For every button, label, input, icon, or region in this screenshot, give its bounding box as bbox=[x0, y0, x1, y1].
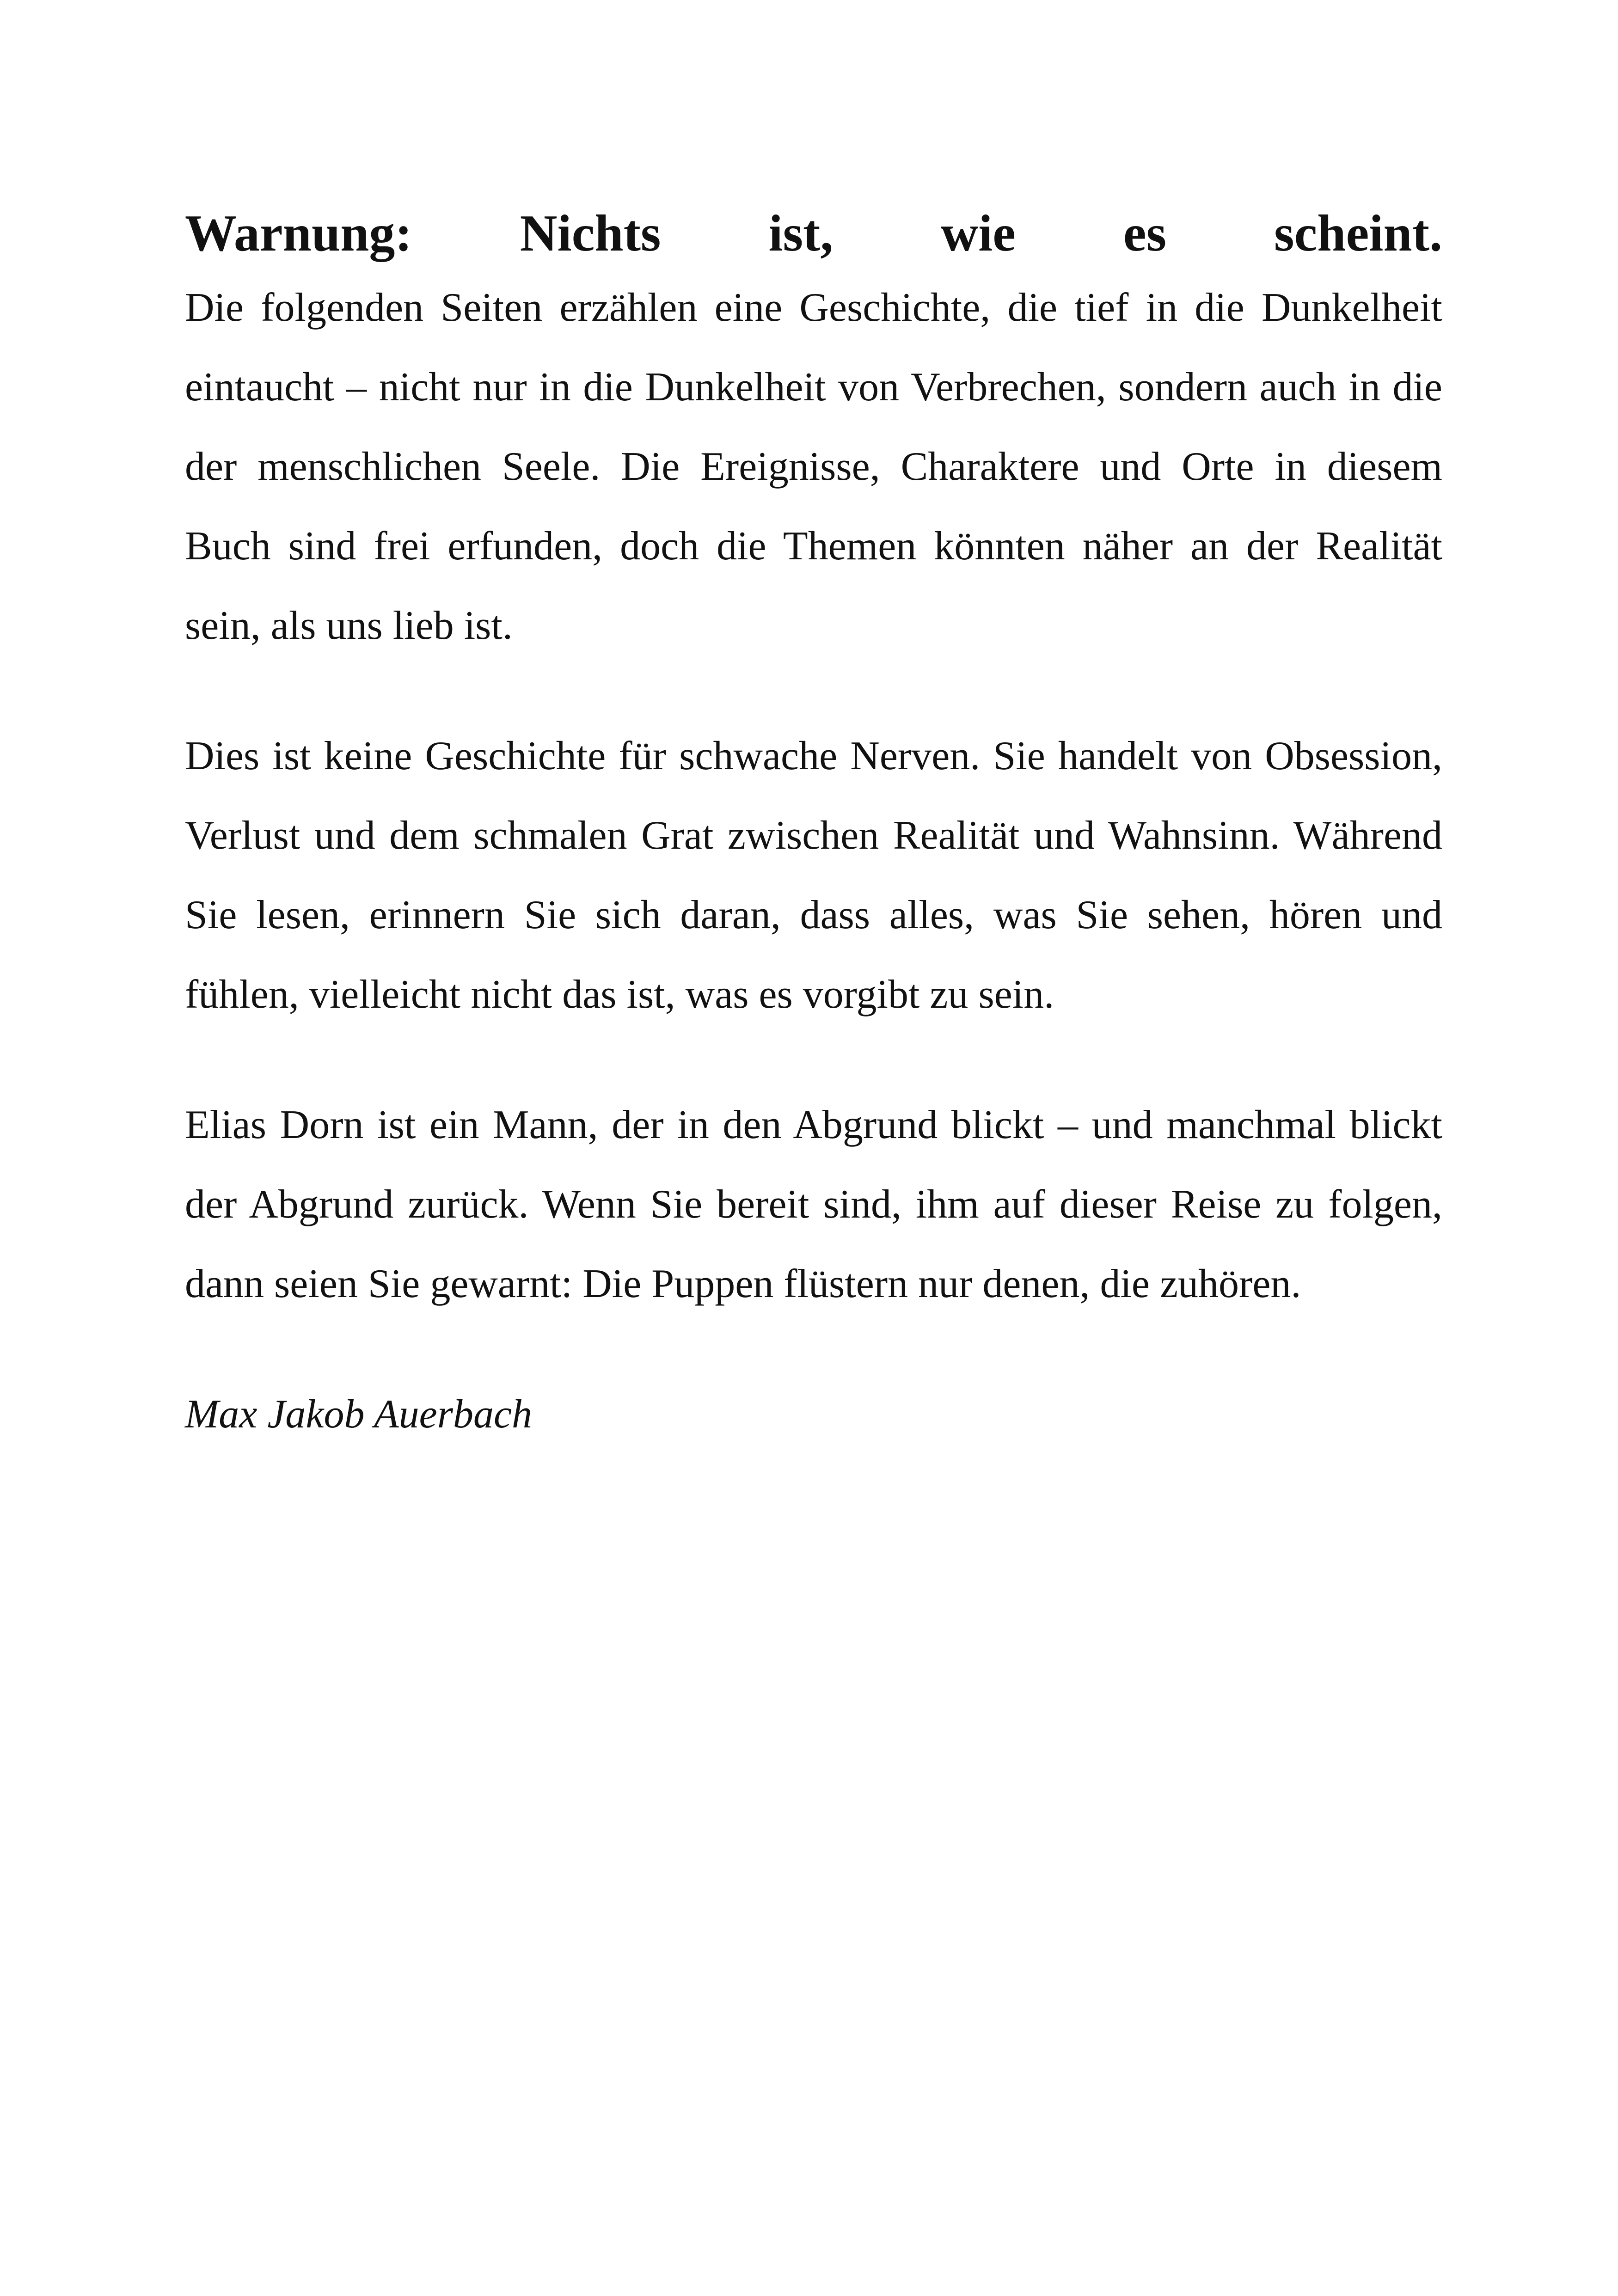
paragraph-intro: Die folgenden Seiten erzählen eine Geschichte, die tief in die Dunkelheit eintaucht – nicht nur in die Dunkelheit von Verbrechen, sondern auch in die der menschlichen Seele. Die Ereignisse, Charaktere und Orte in diesem Buch sind frei erfunden, doch die Themen könnten näher an der Realität sein, als uns lieb ist. bbox=[185, 285, 1442, 648]
document-page bbox=[185, 199, 1442, 1454]
author-signature: Max Jakob Auerbach bbox=[185, 1392, 533, 1437]
paragraph-elias: Elias Dorn ist ein Mann, der in den Abgrund blickt – und manchmal blickt der Abgrund zurück. Wenn Sie bereit sind, ihm auf dieser Reise zu folgen, dann seien Sie gewarnt: Die Puppen flüstern nur denen, die zuhören. bbox=[185, 1102, 1442, 1306]
warning-heading: Warnung: Nichts ist, wie es scheint. bbox=[185, 205, 1442, 262]
paragraph-warning: Dies ist keine Geschichte für schwache Nerven. Sie handelt von Obsession, Verlust und dem schmalen Grat zwischen Realität und Wahnsinn. Während Sie lesen, erinnern Sie sich daran, dass alles, was Sie sehen, hören und fühlen, vielleicht nicht das ist, was es vorgibt zu sein. bbox=[185, 734, 1442, 1017]
